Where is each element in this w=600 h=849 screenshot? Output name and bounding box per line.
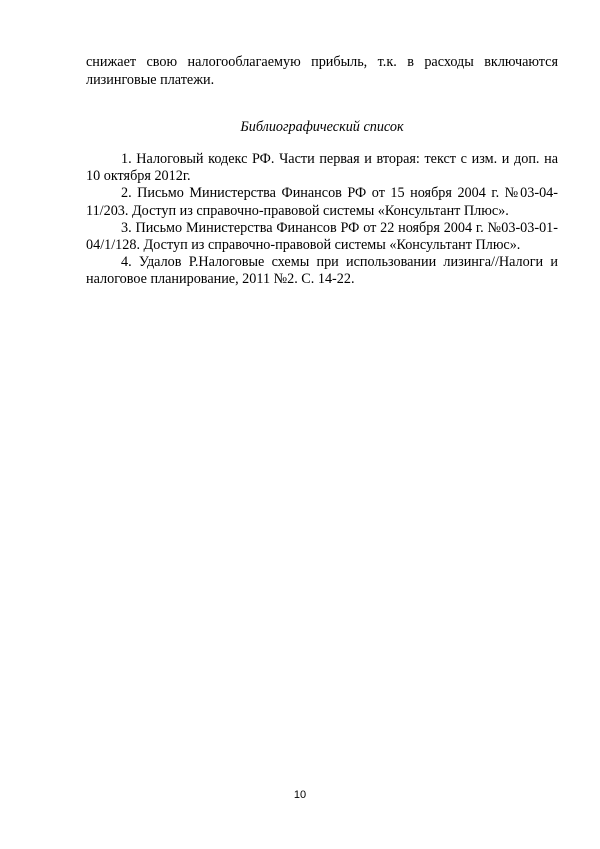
bibliography-item: 1. Налоговый кодекс РФ. Части первая и вторая: текст с изм. и доп. на 10 октября 2012г. bbox=[86, 151, 558, 185]
bibliography-item: 2. Письмо Министерства Финансов РФ от 15 ноября 2004 г. №03-04-11/203. Доступ из справочно-правовой системы «Консультант Плюс». bbox=[86, 185, 558, 219]
page-number: 10 bbox=[293, 789, 307, 801]
continuation-paragraph: снижает свою налогооблагаемую прибыль, т.к. в расходы включаются лизинговые платежи. bbox=[86, 54, 558, 88]
bibliography-heading: Библиографический список bbox=[240, 119, 404, 135]
bibliography-item: 4. Удалов Р.Налоговые схемы при использовании лизинга//Налоги и налоговое планирование, 2011 №2. С. 14-22. bbox=[86, 254, 558, 288]
bibliography-list bbox=[86, 151, 558, 289]
bibliography-item: 3. Письмо Министерства Финансов РФ от 22 ноября 2004 г. №03-03-01-04/1/128. Доступ из справочно-правовой системы «Консультант Плюс». bbox=[86, 219, 558, 254]
